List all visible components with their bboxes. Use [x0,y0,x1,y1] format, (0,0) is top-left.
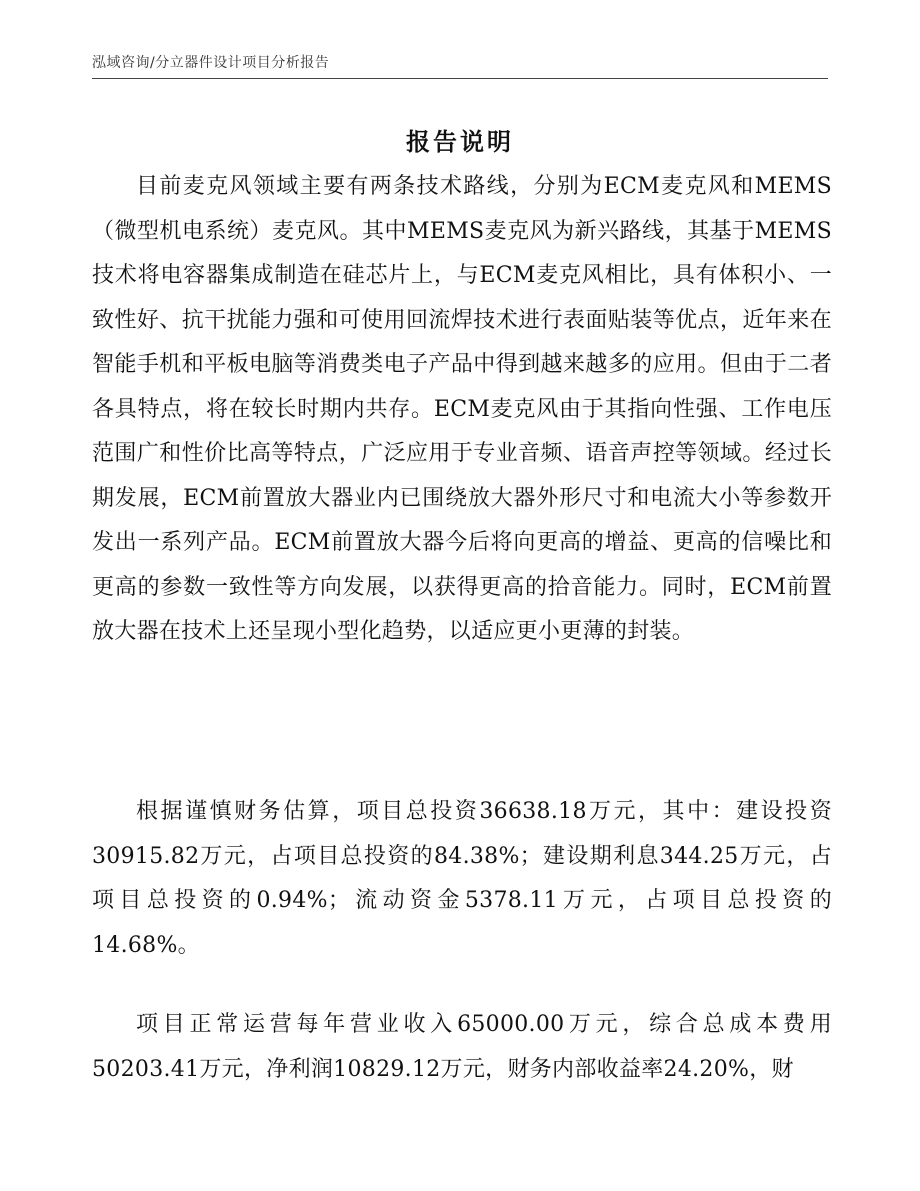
section-title: 报告说明 [406,127,514,156]
page-header: 泓域咨询/分立器件设计项目分析报告 [92,55,330,71]
body-paragraph-1: 目前麦克风领域主要有两条技术路线，分别为ECM麦克风和MEMS（微型机电系统）麦克风。其中MEMS麦克风为新兴路线，其基于MEMS技术将电容器集成制造在硅芯片上，与ECM麦克风相比，具有体积小、一致性好、抗干扰能力强和可使用回流焊技术进行表面贴装等优点，近年来在智能手机和平板电脑等消费类电子产品中得到越来越多的应用。但由于二者各具特点，将在较长时期内共存。ECM麦克风由于其指向性强、工作电压范围广和性价比高等特点，广泛应用于专业音频、语音声控等领域。经过长期发展，ECM前置放大器业内已围绕放大器外形尺寸和电流大小等参数开发出一系列产品。ECM前置放大器今后将向更高的增益、更高的信噪比和更高的参数一致性等方向发展，以获得更高的拾音能力。同时，ECM前置放大器在技术上还呈现小型化趋势，以适应更小更薄的封装。 [92,174,832,644]
body-paragraph-3: 项目正常运营每年营业收入65000.00万元，综合总成本费用50203.41万元，净利润10829.12万元，财务内部收益率24.20%，财 [92,1012,832,1082]
header-divider [92,78,828,79]
body-paragraph-2: 根据谨慎财务估算，项目总投资36638.18万元，其中：建设投资30915.82万元，占项目总投资的84.38%；建设期利息344.25万元，占项目总投资的0.94%；流动资金5378.11万元，占项目总投资的14.68%。 [92,799,832,958]
